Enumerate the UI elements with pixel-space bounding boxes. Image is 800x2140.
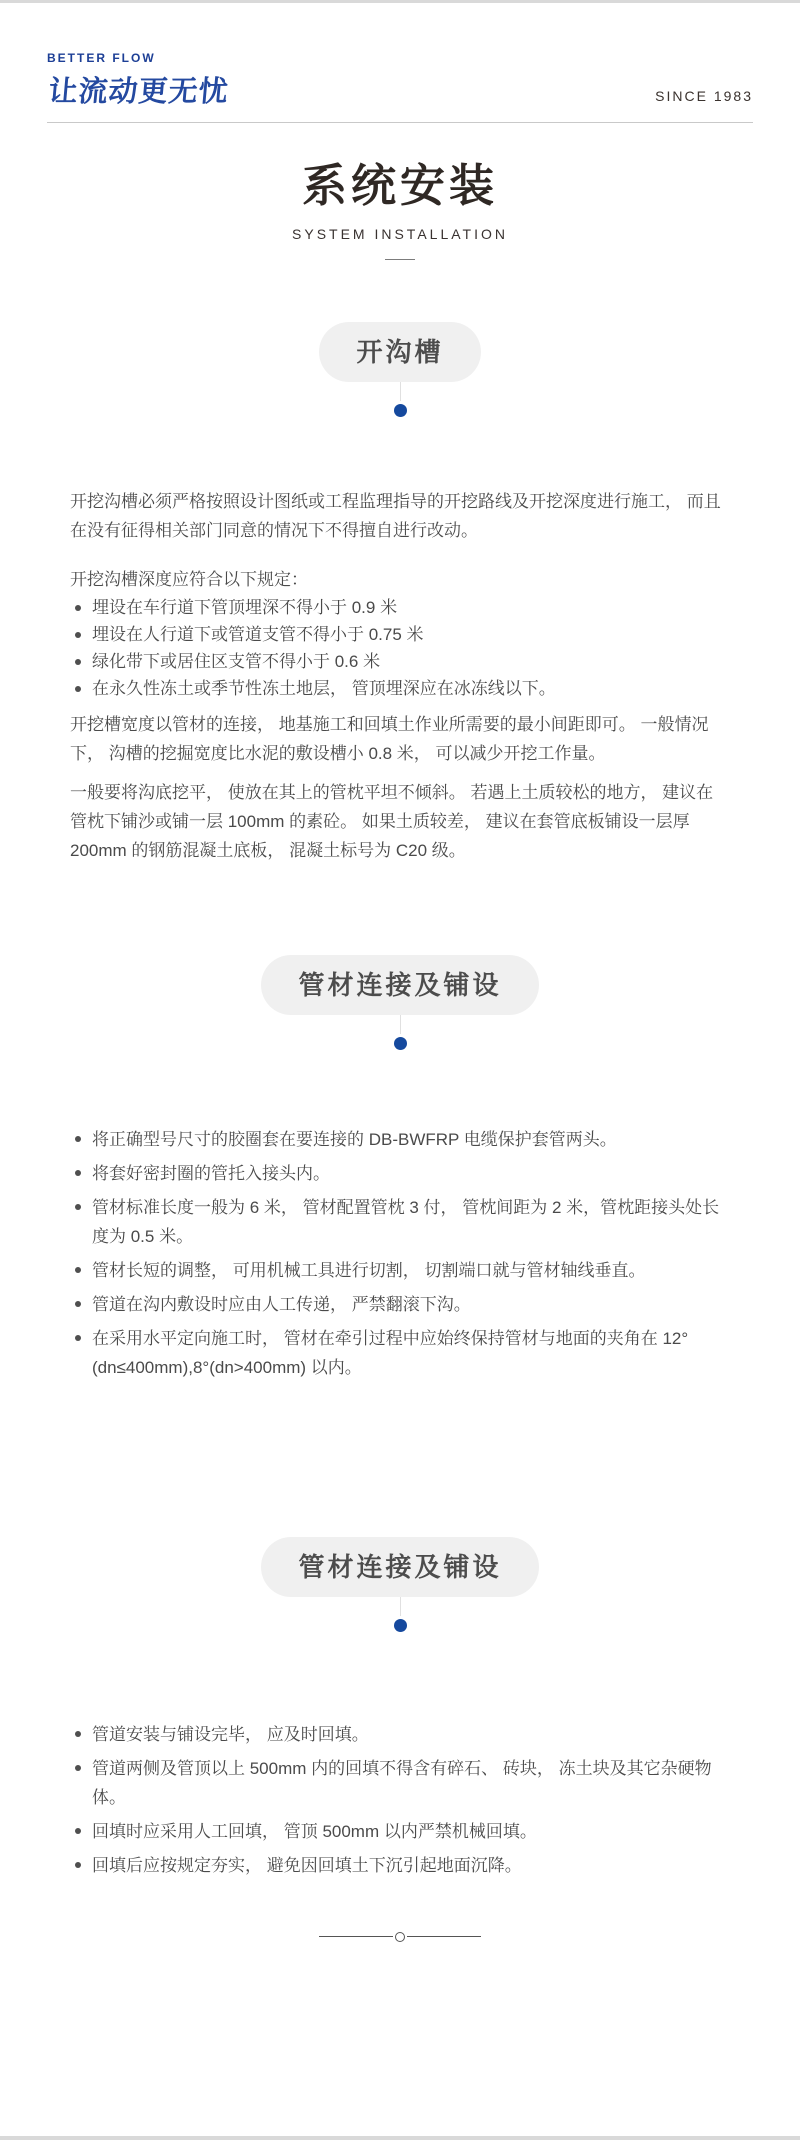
list-item: 回填后应按规定夯实， 避免因回填土下沉引起地面沉降。 <box>70 1851 730 1880</box>
list-item: 管材长短的调整， 可用机械工具进行切割， 切割端口就与管材轴线垂直。 <box>70 1256 730 1285</box>
section-1-dot <box>394 404 407 417</box>
section-1-badge: 开沟槽 <box>319 322 480 382</box>
paragraph: 开挖槽宽度以管材的连接， 地基施工和回填土作业所需要的最小间距即可。 一般情况下， 沟槽的挖掘宽度比水泥的敷设槽小 0.8 米， 可以减少开挖工作量。 <box>70 714 709 763</box>
section-1-content <box>70 487 730 865</box>
page-title: 系统安装 <box>301 160 498 211</box>
section-3-dot <box>394 1619 407 1632</box>
list-item: 将正确型号尺寸的胶圈套在要连接的 DB-BWFRP 电缆保护套管两头。 <box>70 1125 730 1154</box>
top-edge-strip <box>0 0 800 3</box>
brand-block <box>47 51 230 110</box>
section-2-dot <box>394 1037 407 1050</box>
list-item: 管道安装与铺设完毕， 应及时回填。 <box>70 1720 730 1749</box>
section-3-badge: 管材连接及铺设 <box>261 1537 538 1597</box>
section-3-connector-line <box>400 1597 401 1619</box>
bottom-edge-strip <box>0 2136 800 2140</box>
list-item: 埋设在车行道下管顶埋深不得小于 0.9 米 <box>70 594 730 621</box>
footer-line-right <box>407 1936 481 1937</box>
title-block <box>0 159 800 260</box>
list-item: 管道两侧及管顶以上 500mm 内的回填不得含有碎石、 砖块， 冻土块及其它杂硬物体。 <box>70 1754 730 1812</box>
section-2-connector-line <box>400 1015 401 1037</box>
bullet-list <box>70 1125 730 1382</box>
page-subtitle: SYSTEM INSTALLATION <box>292 225 508 242</box>
footer-line-left <box>319 1936 393 1937</box>
section-3-badge-wrap <box>0 1537 800 1632</box>
footer-decoration <box>0 1932 800 1942</box>
paragraph: 一般要将沟底挖平， 使放在其上的管枕平坦不倾斜。 若遇上土质较松的地方， 建议在管枕下铺沙或铺一层 100mm 的素砼。 如果土质较差， 建议在套管底板铺设一层厚 200mm 的钢筋混凝土底板， 混凝土标号为 C20 级。 <box>70 782 714 860</box>
list-item: 将套好密封圈的管托入接头内。 <box>70 1159 730 1188</box>
paragraph: 开挖沟槽必须严格按照设计图纸或工程监理指导的开挖路线及开挖深度进行施工， 而且在没有征得相关部门同意的情况下不得擅自进行改动。 <box>70 491 721 540</box>
section-1-badge-wrap <box>0 322 800 417</box>
brand-logo: 让流动更无忧 <box>47 76 230 108</box>
bullet-list <box>70 594 730 702</box>
list-item: 绿化带下或居住区支管不得小于 0.6 米 <box>70 648 730 675</box>
footer-circle-icon <box>395 1932 405 1942</box>
list-item: 管道在沟内敷设时应由人工传递， 严禁翻滚下沟。 <box>70 1290 730 1319</box>
section-3-content <box>70 1720 730 1880</box>
title-underline <box>385 259 415 260</box>
header <box>47 51 753 110</box>
list-item: 管材标准长度一般为 6 米， 管材配置管枕 3 付， 管枕间距为 2 米，管枕距接头处长度为 0.5 米。 <box>70 1193 730 1251</box>
section-2-badge: 管材连接及铺设 <box>261 955 538 1015</box>
list-item: 回填时应采用人工回填， 管顶 500mm 以内严禁机械回填。 <box>70 1817 730 1846</box>
section-2-content <box>70 1125 730 1382</box>
header-divider <box>47 122 753 123</box>
bullet-list <box>70 1720 730 1880</box>
since-label: SINCE 1983 <box>655 88 753 104</box>
list-item: 埋设在人行道下或管道支管不得小于 0.75 米 <box>70 621 730 648</box>
brand-tagline: BETTER FLOW <box>47 51 156 65</box>
section-1-connector-line <box>400 382 401 404</box>
paragraph-lead: 开挖沟槽深度应符合以下规定： <box>70 569 308 589</box>
list-item: 在永久性冻土或季节性冻土地层， 管顶埋深应在冰冻线以下。 <box>70 675 730 702</box>
list-item: 在采用水平定向施工时， 管材在牵引过程中应始终保持管材与地面的夹角在 12°(dn≤400mm),8°(dn>400mm) 以内。 <box>70 1324 730 1382</box>
section-2-badge-wrap <box>0 955 800 1050</box>
